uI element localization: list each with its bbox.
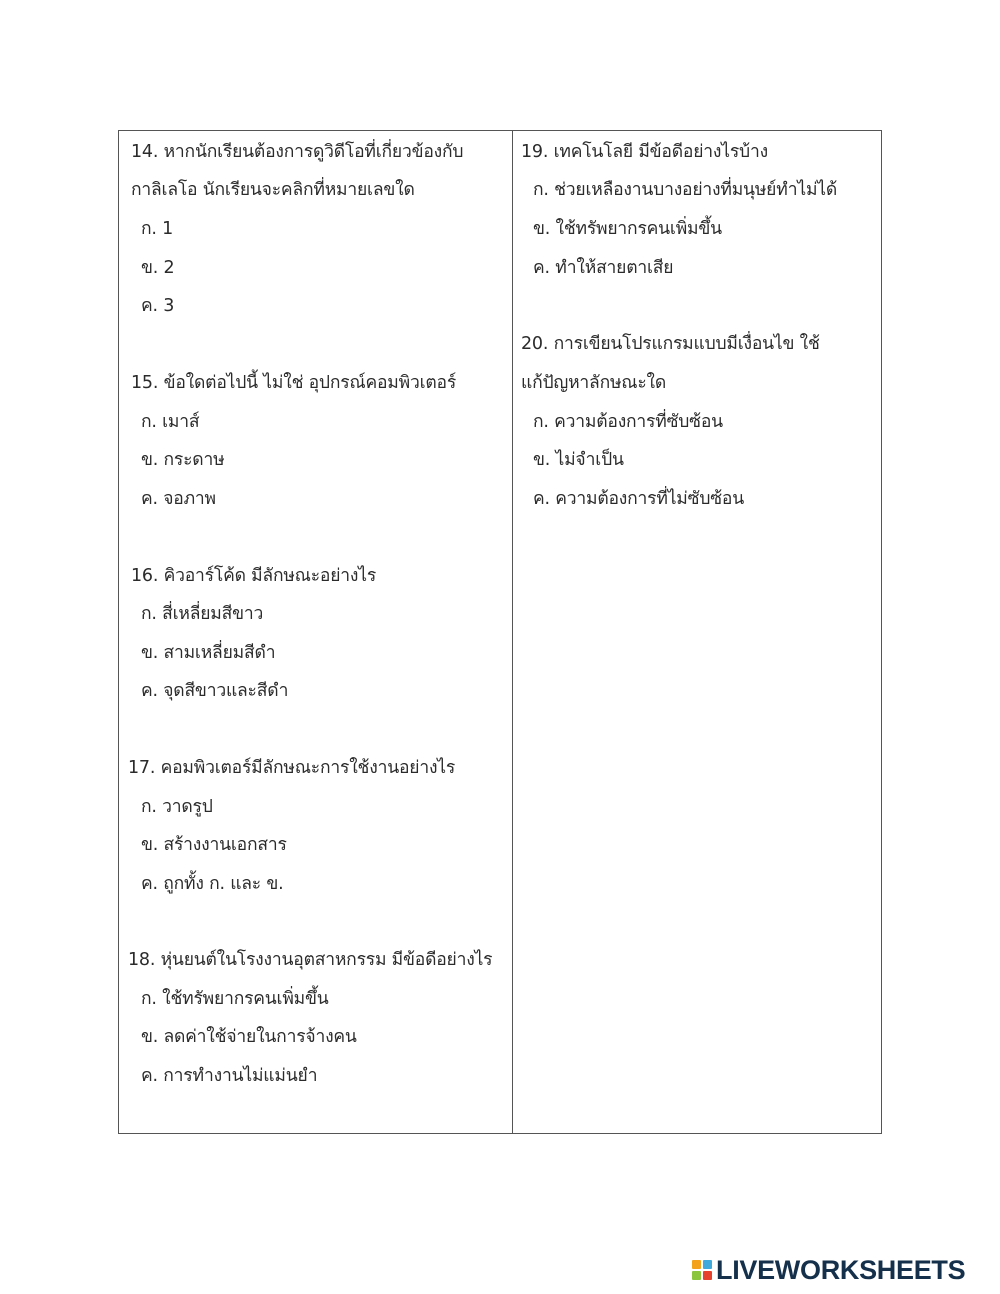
- column-divider: [512, 131, 513, 1133]
- question-17-option-a: ก. วาดรูป: [141, 797, 213, 817]
- question-20-option-b: ข. ไม่จำเป็น: [533, 450, 624, 470]
- question-19-option-c: ค. ทำให้สายตาเสีย: [533, 258, 674, 278]
- question-14-option-a: ก. 1: [141, 219, 174, 239]
- question-15: 15. ข้อใดต่อไปนี้ ไม่ใช่ อุปกรณ์คอมพิวเตอร์: [131, 373, 457, 393]
- logo-square-1: [692, 1260, 701, 1269]
- question-19-option-b: ข. ใช้ทรัพยากรคนเพิ่มขึ้น: [533, 219, 722, 239]
- logo-text: LIVEWORKSHEETS: [716, 1254, 966, 1285]
- question-18-option-a: ก. ใช้ทรัพยากรคนเพิ่มขึ้น: [141, 989, 329, 1009]
- question-20-option-a: ก. ความต้องการที่ซับซ้อน: [533, 412, 723, 432]
- question-20-line-2: แก้ปัญหาลักษณะใด: [521, 373, 667, 393]
- question-18-option-c: ค. การทำงานไม่แม่นยำ: [141, 1066, 318, 1086]
- question-14-line-1: 14. หากนักเรียนต้องการดูวิดีโอที่เกี่ยวข้องกับ: [131, 142, 464, 162]
- question-16-option-a: ก. สี่เหลี่ยมสีขาว: [141, 604, 264, 624]
- question-15-option-b: ข. กระดาษ: [141, 450, 225, 470]
- question-15-option-a: ก. เมาส์: [141, 412, 200, 432]
- question-14-line-2: กาลิเลโอ นักเรียนจะคลิกที่หมายเลขใด: [131, 180, 415, 200]
- worksheet-table: [118, 130, 882, 1134]
- question-15-option-c: ค. จอภาพ: [141, 489, 216, 509]
- question-18-option-b: ข. ลดค่าใช้จ่ายในการจ้างคน: [141, 1027, 357, 1047]
- question-16-option-b: ข. สามเหลี่ยมสีดำ: [141, 643, 276, 663]
- liveworksheets-logo-icon: [692, 1260, 712, 1280]
- logo-square-2: [703, 1260, 712, 1269]
- question-17-option-c: ค. ถูกทั้ง ก. และ ข.: [141, 874, 284, 894]
- question-16: 16. คิวอาร์โค้ด มีลักษณะอย่างไร: [131, 566, 377, 586]
- question-17: 17. คอมพิวเตอร์มีลักษณะการใช้งานอย่างไร: [128, 758, 456, 778]
- question-14-option-b: ข. 2: [141, 258, 175, 278]
- question-14-option-c: ค. 3: [141, 296, 175, 316]
- question-20-line-1: 20. การเขียนโปรแกรมแบบมีเงื่อนไข ใช้: [521, 334, 820, 354]
- question-19-option-a: ก. ช่วยเหลืองานบางอย่างที่มนุษย์ทำไม่ได้: [533, 180, 838, 200]
- question-18: 18. หุ่นยนต์ในโรงงานอุตสาหกรรม มีข้อดีอย่างไร: [128, 950, 493, 970]
- question-20-option-c: ค. ความต้องการที่ไม่ซับซ้อน: [533, 489, 744, 509]
- logo-square-3: [692, 1271, 701, 1280]
- question-19: 19. เทคโนโลยี มีข้อดีอย่างไรบ้าง: [521, 142, 768, 162]
- question-16-option-c: ค. จุดสีขาวและสีดำ: [141, 681, 289, 701]
- logo-square-4: [703, 1271, 712, 1280]
- question-17-option-b: ข. สร้างงานเอกสาร: [141, 835, 287, 855]
- liveworksheets-logo[interactable]: [692, 1254, 965, 1286]
